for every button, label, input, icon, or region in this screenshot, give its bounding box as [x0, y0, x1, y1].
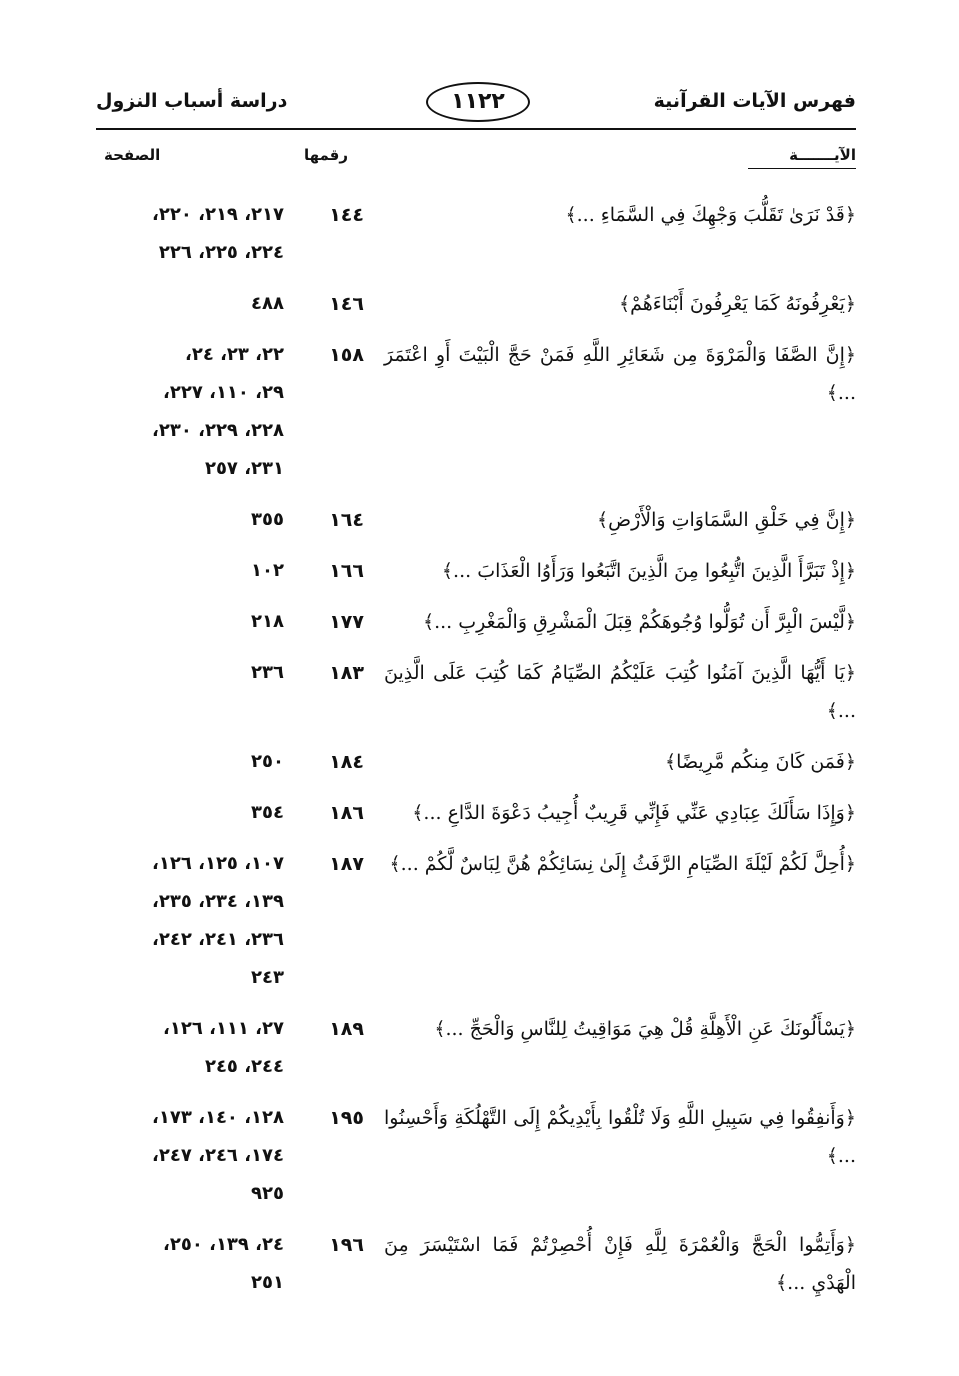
- entry-ayah-text: ﴿وَأَتِمُّوا الْحَجَّ وَالْعُمْرَةَ لِلَّهِ فَإِنْ أُحْصِرْتُمْ فَمَا اسْتَيْسَرَ مِنَ الْهَدْيِ ...﴾: [384, 1234, 856, 1294]
- entry-pages: [96, 654, 284, 692]
- index-entry: [96, 1010, 856, 1086]
- entry-ayah-text: ﴿فَمَن كَانَ مِنكُم مَّرِيضًا﴾: [665, 751, 856, 773]
- entry-page-line: ١٢٨، ١٤٠، ١٧٣،: [152, 1107, 284, 1128]
- entry-ayah-number: ١٨٣: [329, 662, 364, 684]
- entry-page-line: ٢٥١: [251, 1272, 284, 1293]
- index-page: [96, 82, 856, 1315]
- entry-ayah-text: ﴿إِنَّ الصَّفَا وَالْمَرْوَةَ مِن شَعَائِرِ اللَّهِ فَمَنْ حَجَّ الْبَيْتَ أَوِ اعْتَمَرَ ...﴾: [384, 344, 856, 404]
- entry-ayah-number: ١٤٤: [329, 204, 364, 226]
- entry-pages: [96, 845, 284, 997]
- index-entry: [96, 603, 856, 641]
- entry-page-line: ٢٤٣: [251, 967, 284, 988]
- index-title: فهرس الآيات القرآنية: [653, 90, 856, 112]
- entry-ayah-text: ﴿يَعْرِفُونَهُ كَمَا يَعْرِفُونَ أَبْنَاءَهُمْ﴾: [619, 293, 856, 315]
- entry-ayah-number: ١٨٧: [329, 853, 364, 875]
- index-entries: [96, 196, 856, 1302]
- index-entry: [96, 845, 856, 997]
- entry-ayah-text: ﴿وَإِذَا سَأَلَكَ عِبَادِي عَنِّي فَإِنِّي قَرِيبٌ أُجِيبُ دَعْوَةَ الدَّاعِ ...﴾: [412, 802, 856, 824]
- entry-ayah-text: ﴿أُحِلَّ لَكُمْ لَيْلَةَ الصِّيَامِ الرَّفَثُ إِلَىٰ نِسَائِكُمْ هُنَّ لِبَاسٌ لَّكُمْ ...﴾: [389, 853, 856, 875]
- entry-pages: [96, 794, 284, 832]
- index-entry: [96, 794, 856, 832]
- entry-ayah-number: ١٥٨: [329, 344, 364, 366]
- entry-page-line: ٢٤، ١٣٩، ٢٥٠،: [163, 1234, 284, 1255]
- entry-ayah-number: ١٩٥: [329, 1107, 364, 1129]
- entry-ayah-text: ﴿يَا أَيُّهَا الَّذِينَ آمَنُوا كُتِبَ عَلَيْكُمُ الصِّيَامُ كَمَا كُتِبَ عَلَى الَّذِينَ ...﴾: [384, 662, 856, 722]
- entry-page-line: ٢١٨: [251, 611, 284, 632]
- entry-pages: [96, 603, 284, 641]
- index-entry: [96, 1099, 856, 1213]
- entry-ayah-text: ﴿يَسْأَلُونَكَ عَنِ الْأَهِلَّةِ قُلْ هِيَ مَوَاقِيتُ لِلنَّاسِ وَالْحَجِّ ...﴾: [434, 1018, 856, 1040]
- entry-page-line: ٢٥٠: [251, 751, 284, 772]
- entry-ayah-number: ١٧٧: [329, 611, 364, 633]
- entry-pages: [96, 336, 284, 488]
- entry-page-line: ٢٣٦: [251, 662, 284, 683]
- entry-pages: [96, 1099, 284, 1213]
- entry-pages: [96, 285, 284, 323]
- entry-page-line: ٢٢٤، ٢٢٥، ٢٢٦: [158, 242, 284, 263]
- index-entry: [96, 501, 856, 539]
- entry-pages: [96, 552, 284, 590]
- index-entry: [96, 552, 856, 590]
- column-header-ayah: الآيـــــــة: [789, 146, 856, 164]
- entry-page-line: ٢١٧، ٢١٩، ٢٢٠،: [152, 204, 284, 225]
- entry-pages: [96, 743, 284, 781]
- entry-ayah-text: ﴿لَّيْسَ الْبِرَّ أَن تُوَلُّوا وُجُوهَكُمْ قِبَلَ الْمَشْرِقِ وَالْمَغْرِبِ ...﴾: [422, 611, 856, 633]
- index-entry: [96, 743, 856, 781]
- column-header-underline: [748, 168, 856, 169]
- entry-pages: [96, 1010, 284, 1086]
- entry-page-line: ٢٣٦، ٢٤١، ٢٤٢،: [152, 929, 284, 950]
- entry-page-line: ٢٢، ٢٣، ٢٤،: [184, 344, 284, 365]
- column-header-page: الصفحة: [104, 146, 161, 164]
- entry-page-line: ٢٣١، ٢٥٧: [204, 458, 284, 479]
- entry-page-line: ٩٢٥: [251, 1183, 284, 1204]
- entry-page-line: ١٠٧، ١٢٥، ١٢٦،: [152, 853, 284, 874]
- index-entry: [96, 336, 856, 488]
- entry-page-line: ٢٧، ١١١، ١٢٦،: [163, 1018, 284, 1039]
- header-rule: [96, 128, 856, 130]
- page-number: ١١٢٢: [426, 82, 530, 122]
- entry-page-line: ٢٢٨، ٢٢٩، ٢٣٠،: [152, 420, 284, 441]
- entry-page-line: ١٣٩، ٢٣٤، ٢٣٥،: [152, 891, 284, 912]
- entry-ayah-number: ١٤٦: [329, 293, 364, 315]
- entry-ayah-number: ١٨٦: [329, 802, 364, 824]
- entry-page-line: ٤٨٨: [251, 293, 284, 314]
- entry-ayah-text: ﴿وَأَنفِقُوا فِي سَبِيلِ اللَّهِ وَلَا تُلْقُوا بِأَيْدِيكُمْ إِلَى التَّهْلُكَةِ وَأَحْسِنُوا ...﴾: [384, 1107, 856, 1167]
- entry-page-line: ١٠٢: [251, 560, 284, 581]
- entry-ayah-number: ١٨٩: [329, 1018, 364, 1040]
- entry-ayah-number: ١٨٤: [329, 751, 364, 773]
- index-entry: [96, 1226, 856, 1302]
- index-entry: [96, 654, 856, 730]
- entry-pages: [96, 196, 284, 272]
- running-head: [96, 82, 856, 126]
- column-headers: [96, 146, 856, 186]
- entry-ayah-number: ١٩٦: [329, 1234, 364, 1256]
- entry-pages: [96, 501, 284, 539]
- entry-ayah-number: ١٦٦: [329, 560, 364, 582]
- entry-ayah-text: ﴿إِنَّ فِي خَلْقِ السَّمَاوَاتِ وَالْأَرْضِ﴾: [596, 509, 856, 531]
- entry-page-line: ٢٤٤، ٢٤٥: [204, 1056, 284, 1077]
- entry-pages: [96, 1226, 284, 1302]
- index-entry: [96, 196, 856, 272]
- book-title: دراسة أسباب النزول: [96, 90, 288, 112]
- entry-page-line: ٣٥٤: [251, 802, 284, 823]
- entry-ayah-text: ﴿إِذْ تَبَرَّأَ الَّذِينَ اتُّبِعُوا مِنَ الَّذِينَ اتَّبَعُوا وَرَأَوُا الْعَذَابَ ...﴾: [441, 560, 856, 582]
- entry-page-line: ١٧٤، ٢٤٦، ٢٤٧،: [152, 1145, 284, 1166]
- index-entry: [96, 285, 856, 323]
- entry-page-line: ٣٥٥: [251, 509, 284, 530]
- column-header-number: رقمها: [303, 146, 348, 164]
- entry-ayah-number: ١٦٤: [329, 509, 364, 531]
- entry-ayah-text: ﴿قَدْ نَرَىٰ تَقَلُّبَ وَجْهِكَ فِي السَّمَاءِ ...﴾: [565, 204, 856, 226]
- entry-page-line: ٢٩، ١١٠، ٢٢٧،: [163, 382, 284, 403]
